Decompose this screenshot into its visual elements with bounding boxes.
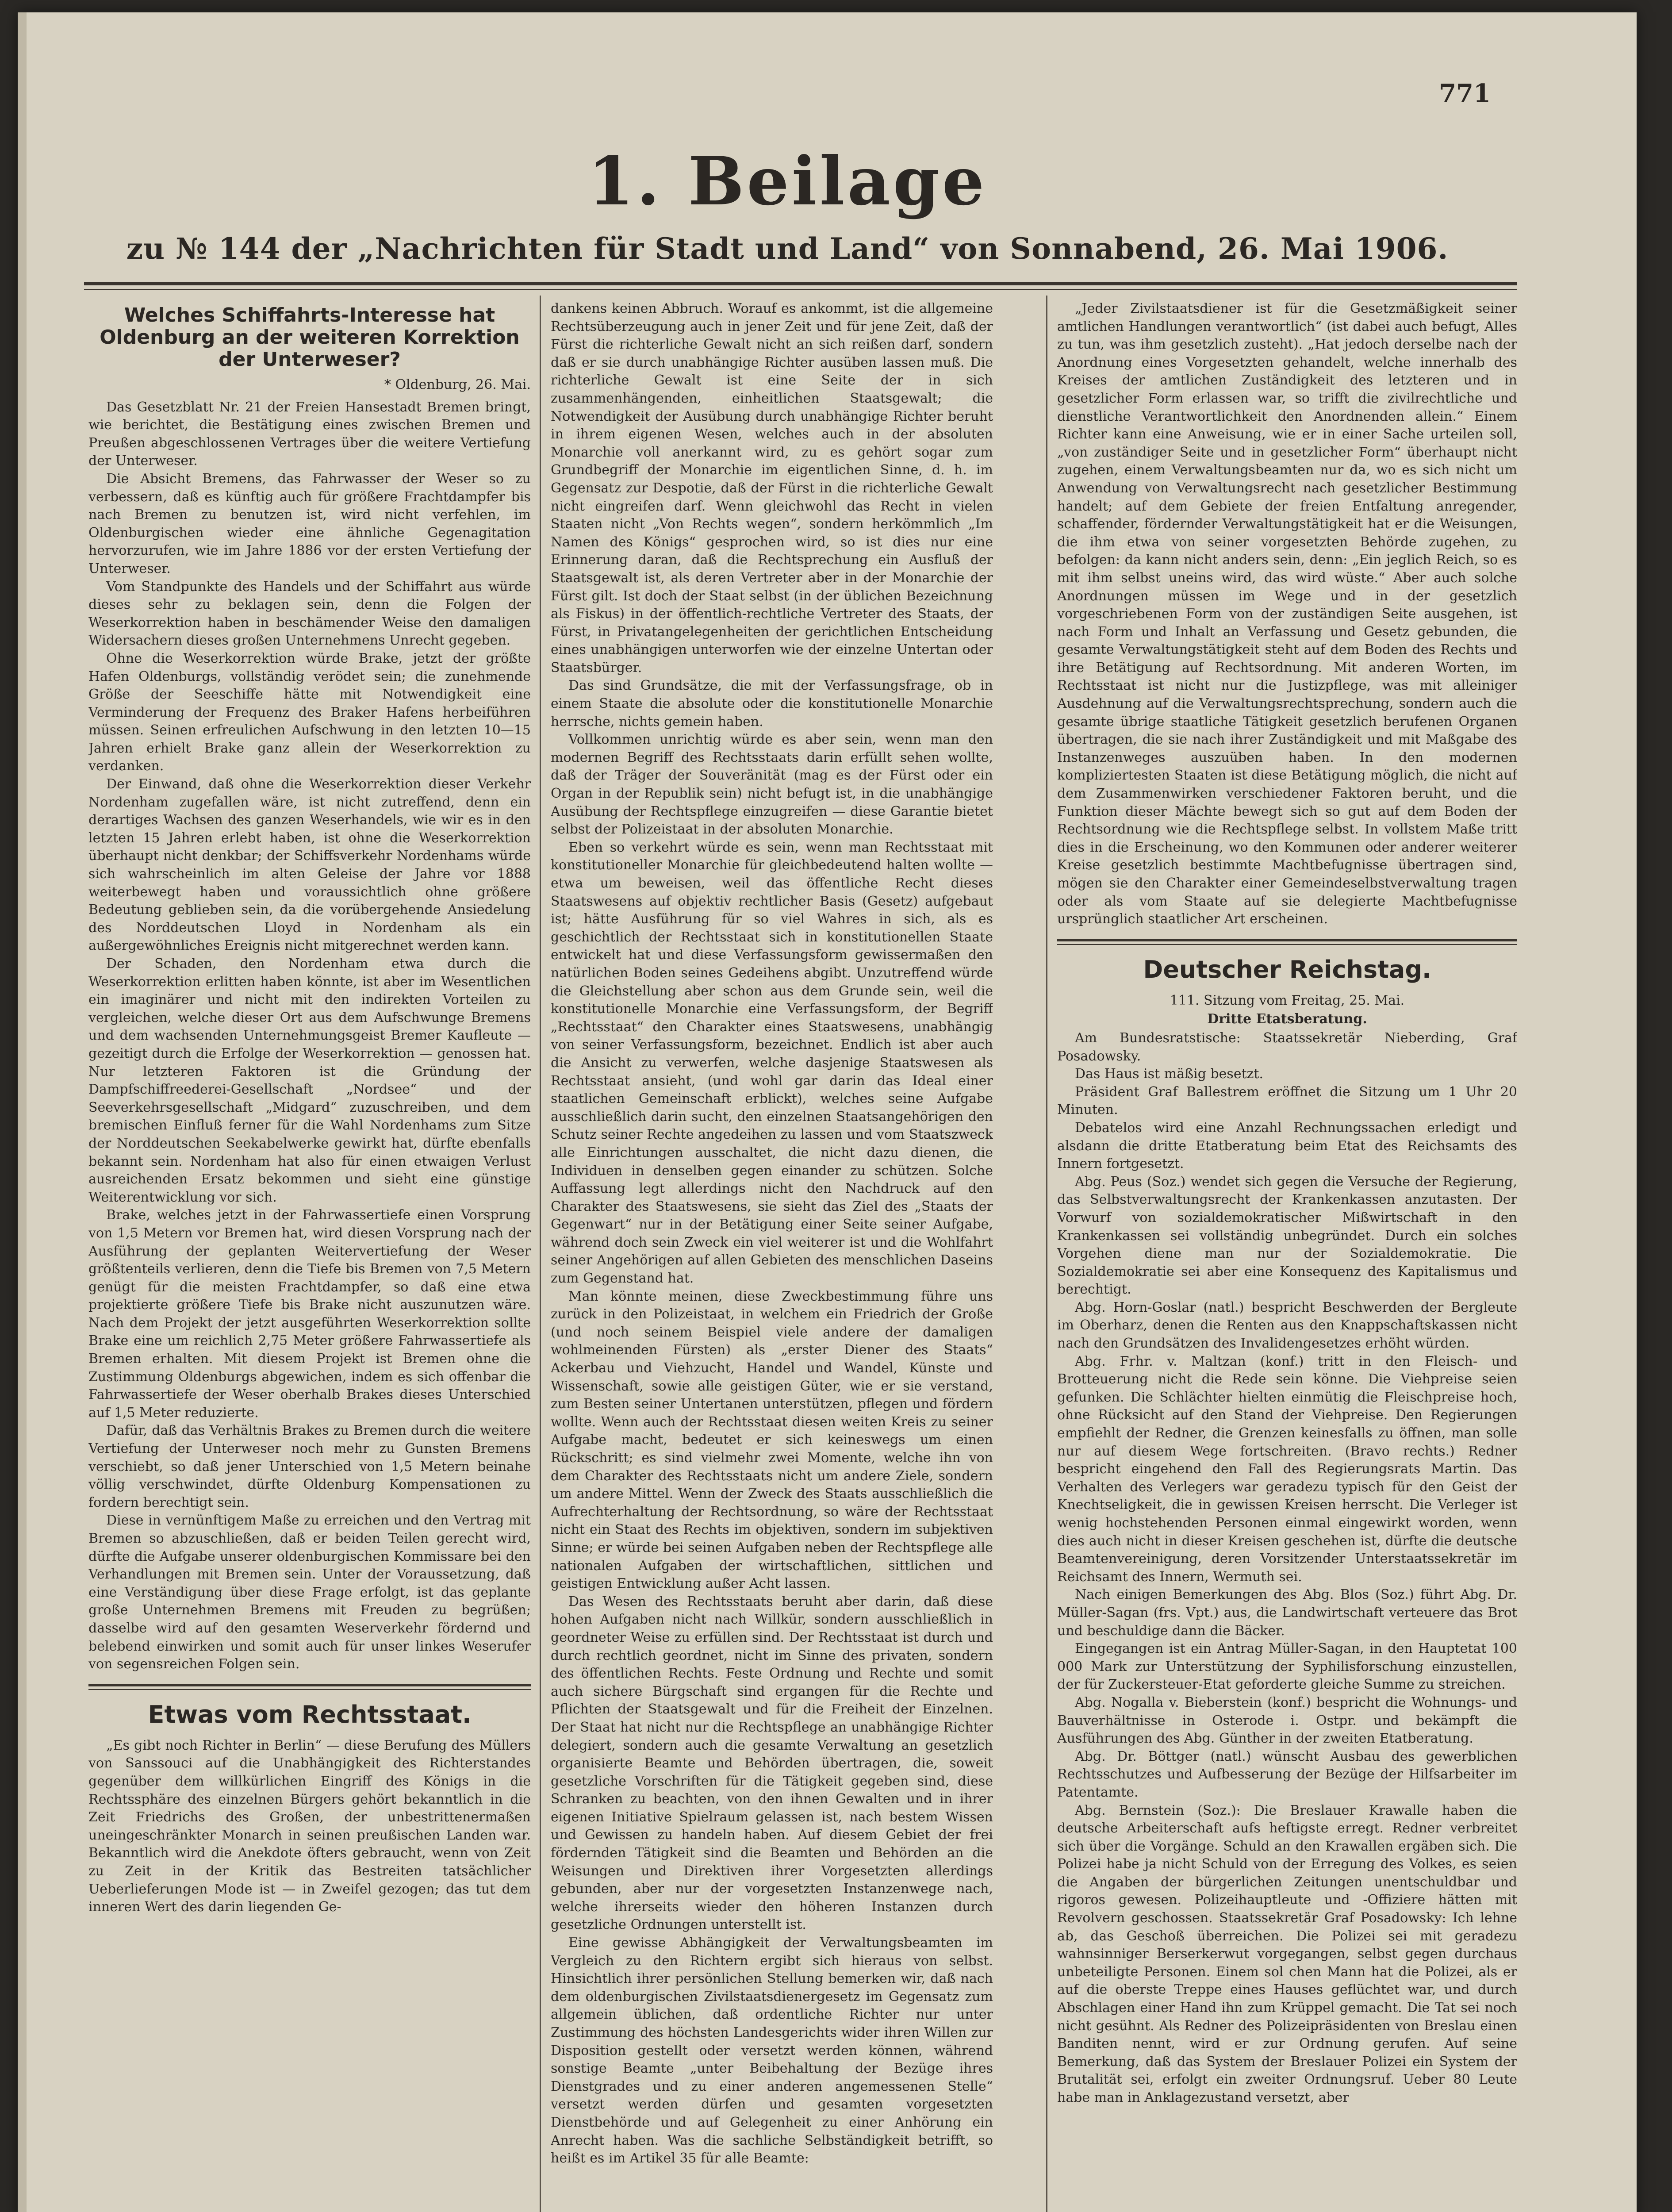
article-paragraph: „Es gibt noch Richter in Berlin“ — diese Berufung des Müllers von Sanssouci auf die Unabhängigkeit des Richterstandes gegenüber dem willkürlichen Eingriff des Königs in die Rechtssphäre des einzelnen Bürgers gehört bekanntlich in die Zeit Friedrichs des Großen, der unbestrittenermaßen uneingeschränkter Monarch in seinen preußischen Landen war. Bekanntlich wird die Anekdote öfters gebraucht, wenn von Zeit zu Zeit in der Kritik das Bestreiten tatsächlicher Ueberlieferungen Mode ist — in Zweifel gezogen; das tut dem inneren Wert des darin liegenden Ge- (88, 1737, 531, 1915)
article-paragraph: Der Schaden, den Nordenham etwa durch die Weserkorrektion erlitten haben könnte, ist aber im Wesentlichen ein imaginärer und nicht mit den indirekten Vorteilen zu vergleichen, welche dieser Ort aus dem Aufschwunge Bremens und dem wachsenden Unternehmungsgeist Bremer Kaufleute — gezeitigt durch die Erfolge der Weserkorrektion — genossen hat. Nur letzteren Faktoren ist die Gründung der Dampfschiffreederei-Gesellschaft „Nordsee“ und der Seeverkehrsgesellschaft „Midgard“ zuzuschreiben, und dem bremischen Einfluß ferner für die Wahl Nordenhams zum Sitze der Norddeutschen Seekabelwerke gewirkt hat, dürfte ebenfalls bekannt sein. Nordenham hat also für einen etwaigen Verlust ausreichenden Ersatz bekommen und sieht eine günstige Weiterentwicklung vor sich. (88, 956, 531, 1205)
page-gutter-edge (18, 12, 27, 2212)
article-paragraph: Abg. Frhr. v. Maltzan (konf.) tritt in den Fleisch- und Brotteuerung nicht die Rede sein könne. Die Viehpreise seien gefunken. Die Schlächter hielten einmütig die Fleischpreise hoch, ohne Rücksicht auf den Stand der Viehpreise. Den Regierungen empfiehlt der Redner, die Grenzen keinesfalls zu öffnen, man solle nur auf diesem Wege fortschreiten. (Bravo rechts.) Redner bespricht eingehend den Fall des Regierungsrats Martin. Das Verhalten des Verlegers war geradezu typisch für den Geist der Knechtseligkeit, die in gewissen Kreisen herrscht. Die Verleger ist wenig hochstehenden Personen einmal eingewirkt worden, wenn dies auch nicht in dieser Kreisen geschehen ist, dürfte die deutsche Beamtenvereinigung, deren Vorsitzender Unterstaatssekretär im Reichsamt des Innern, Wermuth sei. (1057, 1353, 1517, 1585)
article-paragraph: Die Absicht Bremens, das Fahrwasser der Weser so zu verbessern, daß es künftig auch für größere Frachtdampfer bis nach Bremen zu benutzen ist, wird nicht verfehlen, im Oldenburgischen wieder eine ähnliche Gegenagitation hervorzurufen, wie im Jahre 1886 vor der ersten Vertiefung der Unterweser. (88, 471, 531, 576)
article-paragraph: „Jeder Zivilstaatsdiener ist für die Gesetzmäßigkeit seiner amtlichen Handlungen verantwortlich“ (ist dabei auch befugt, Alles zu tun, was ihm gesetzlich zusteht). „Hat jedoch derselbe nach der Anordnung eines Vorgesetzten gehandelt, welche innerhalb des Kreises der amtlichen Zuständigkeit des letzteren und in gesetzlicher Form erlassen war, so trifft die zivilrechtliche und dienstliche Verantwortlichkeit den Anordnenden allein.“ Einem Richter kann eine Anweisung, wie er in einer Sache urteilen soll, „von zuständiger Seite und in gesetzlicher Form“ überhaupt nicht zugehen, einem Verwaltungsbeamten nur da, wo es sich nicht um Anwendung von Verwaltungsrecht nach gesetzlicher Bestimmung handelt; auf dem Gebiete der freien Entfaltung anregender, schaffender, fördernder Verwaltungstätigkeit hat er die Weisungen, die ihm etwa von seiner vorgesetzten Behörde zugehen, zu befolgen: da kann nicht anders sein, denn: „Ein jeglich Reich, so es mit ihm selbst uneins wird, das wird wüste.“ Aber auch solche Anordnungen müssen im Wege und in der gesetzlich vorgeschriebenen Form von der zuständigen Seite ausgehen, ist nach Form und Inhalt an Verfassung und Gesetz gebunden, die gesamte Verwaltungstätigkeit steht auf dem Boden des Rechts und ihre Betätigung auf Rechtsordnung. Mit anderen Worten, im Rechtsstaat ist nicht nur die Justizpflege, was mit alleiniger Ausdehnung auf die Verwaltungsrechtsprechung, sondern auch die gesamte übrige staatliche Tätigkeit gesetzlich berufenen Organen übertragen, die sie nach ihrer Zuständigkeit und mit Maßgabe des Instanzenweges auszuüben haben. In den modernen kompliziertesten Staaten ist diese Betätigung möglich, die nicht auf dem Zusammenwirken verschiedener Faktoren beruht, und die Funktion dieser Mächte bewegt sich so gut auf dem Boden der Rechtsordnung wie die Rechtspflege selbst. In vollstem Maße tritt dies in die Erscheinung, wo den Kommunen oder anderer weiterer Kreise gesetzlich bestimmte Machtbefugnisse übertragen sind, mögen sie den Charakter einer Gemeindeselbstverwaltung tragen oder als vom Staate auf sie delegierte Machtbefugnisse ursprünglich staatlicher Art erscheinen. (1057, 301, 1517, 927)
article-paragraph: Diese in vernünftigem Maße zu erreichen und den Vertrag mit Bremen so abzuschließen, daß er beiden Teilen gerecht wird, dürfte die Aufgabe unserer oldenburgischen Kommissare bei den Verhandlungen mit Bremen sein. Unter der Voraussetzung, daß eine Verständigung über diese Frage erfolgt, ist das geplante große Unternehmen Bremens mit Freuden zu begrüßen; dasselbe wird auf den gesamten Weserverkehr fördernd und belebend einwirken und somit auch für unser linkes Weserufer von segensreichen Folgen sein. (88, 1513, 531, 1672)
article-paragraph: Der Einwand, daß ohne die Weserkorrektion dieser Verkehr Nordenham zugefallen wäre, ist nicht zutreffend, denn ein derartiges Wachsen des ganzen Weserhandels, wie wir es in den letzten 15 Jahren erlebt haben, ist ohne die Weserkorrektion überhaupt nicht denkbar; der Schiffsverkehr Nordenhams würde sich wahrscheinlich im alten Geleise der Jahre vor 1888 weiterbewegt haben und voraussichtlich ohne größere Bedeutung geblieben sein, da die vorübergehende Ansiedelung des Norddeutschen Lloyd in Nordenham als ein außergewöhnliches Ereignis nicht mitgerechnet werden kann. (88, 776, 531, 954)
article-paragraph: Ohne die Weserkorrektion würde Brake, jetzt der größte Hafen Oldenburgs, vollständig verödet sein; die zunehmende Größe der Seeschiffe hätte mit Notwendigkeit eine Verminderung der Frequenz des Braker Hafens herbeiführen müssen. Seinen erfreulichen Aufschwung in den letzten 10—15 Jahren erhielt Brake ganz allein der Weserkorrektion zu verdanken. (88, 650, 531, 774)
article-headline-schiffahrt: Welches Schiffahrts-Interesse hat Oldenburg an der weiteren Korrektion der Unterweser? (100, 304, 520, 371)
column-1 (88, 300, 531, 2212)
article-paragraph: Eine gewisse Abhängigkeit der Verwaltungsbeamten im Vergleich zu den Richtern ergibt sich hieraus von selbst. Hinsichtlich ihrer persönlichen Stellung bemerken wir, daß nach dem oldenburgischen Zivilstaatsdienergesetz im Gegensatz zum allgemein üblichen, daß ordentliche Richter nur unter Zustimmung des höchsten Landesgerichts wider ihren Willen zur Disposition gestellt oder versetzt werden können, während sonstige Beamte „unter Beibehaltung der Bezüge ihres Dienstgrades und zu einer anderen angemessenen Stelle“ versetzt werden dürfen und gesamten vorgesetzten Dienstbehörde und auf Gelegenheit zu einer Anhörung ein Anrecht haben. Was die sachliche Selbständigkeit betrifft, so heißt es im Artikel 35 für alle Beamte: (551, 1935, 993, 2166)
column-3 (1057, 300, 1517, 2212)
session-line: 111. Sitzung vom Freitag, 25. Mai. (1170, 992, 1405, 1008)
article-dateline: * Oldenburg, 26. Mai. (384, 377, 531, 392)
masthead-title: 1. Beilage (587, 142, 987, 220)
article-separator (1057, 939, 1517, 941)
article-paragraph: Präsident Graf Ballestrem eröffnet die Sitzung um 1 Uhr 20 Minuten. (1057, 1084, 1517, 1118)
article-paragraph: dankens keinen Abbruch. Worauf es ankommt, ist die allgemeine Rechtsüberzeugung auch in jener Zeit und für jene Zeit, daß der Fürst die richterliche Gewalt nicht an sich reißen darf, sondern daß er sie durch unabhängige Richter ausüben lassen muß. Die richterliche Gewalt ist eine Seite der in sich zusammenhängenden, einheitlichen Staatsgewalt; die Notwendigkeit der Ausübung durch unabhängige Richter beruht in ihrem eigenen Wesen, welches auch in der absoluten Monarchie voll anerkannt wird, zu es gehört sogar zum Grundbegriff der Monarchie im eigentlichen Sinne, d. h. im Gegensatz zur Despotie, daß der Fürst in die richterliche Gewalt nicht eingreifen darf. Wenn gleichwohl das Recht in vielen Staaten nicht „Von Rechts wegen“, sondern herkömmlich „Im Namen des Königs“ gesprochen wird, so ist dies nur eine Erinnerung daran, daß die Rechtsprechung ein Ausfluß der Staatsgewalt ist, als deren Vertreter aber in der Monarchie der Fürst gilt. Ist doch der Staat selbst (in der üblichen Bezeichnung als Fiskus) in der öffentlich-rechtliche Vertreter des Staats, der Fürst, in Privatangelegenheiten der gerichtlichen Entscheidung eines unabhängigen unterworfen wie der einzelne Untertan oder Staatsbürger. (551, 301, 993, 676)
column-separator (540, 296, 541, 2212)
article-paragraph: Abg. Horn-Goslar (natl.) bespricht Beschwerden der Bergleute im Oberharz, denen die Renten aus den Knappschaftskassen nicht nach den Grundsätzen des Invalidengesetzes erhöht würden. (1057, 1299, 1517, 1352)
article-paragraph: Abg. Peus (Soz.) wendet sich gegen die Versuche der Regierung, das Selbstverwaltungsrecht der Krankenkassen anzutasten. Der Vorwurf von sozialdemokratischer Mißwirtschaft in den Krankenkassen sei vollständig unbegründet. Durch ein solches Vorgehen diene man nur der Sozialdemokratie. Die Sozialdemokratie sei aber eine Konsequenz des Kapitalismus und berechtigt. (1057, 1174, 1517, 1298)
column-separator (1046, 296, 1047, 2212)
column-2 (551, 300, 993, 2212)
masthead-rule-thin (84, 289, 1517, 290)
article-paragraph: Das Haus ist mäßig besetzt. (1075, 1066, 1264, 1082)
newspaper-page (18, 12, 1637, 2212)
masthead (80, 142, 1495, 266)
page-number: 771 (1439, 79, 1491, 108)
article-paragraph: Dafür, daß das Verhältnis Brakes zu Bremen durch die weitere Vertiefung der Unterweser noch mehr zu Gunsten Bremens verschiebt, so daß jener Unterschied von 1,5 Metern beinahe völlig verschwindet, dürfte Oldenburg Kompensationen zu fordern berechtigt sein. (88, 1423, 531, 1510)
article-separator (88, 1684, 531, 1686)
article-paragraph: Das Wesen des Rechtsstaats beruht aber darin, daß diese hohen Aufgaben nicht nach Willkür, sondern ausschließlich in geordneter Weise zu erfüllen sind. Der Rechtsstaat ist durch und durch rechtlich geordnet, nicht im Sinne des privaten, sondern des öffentlichen Rechts. Feste Ordnung und Rechte und somit auch sichere Bürgschaft sind ergangen für die Rechte und Pflichten der Staatsgewalt und für die Freiheit der Einzelnen. Der Staat hat nicht nur die Rechtspflege an unabhängige Richter delegiert, sondern auch die gesamte Verwaltung an gesetzlich organisierte Beamte und Behörden übertragen, die, soweit gesetzliche Vorschriften für die Tätigkeit gegeben sind, diese Schranken zu beachten, von den ihnen Gewalten und in ihrer eigenen Initiative Spielraum gelassen ist, nach bestem Wissen und Gewissen zu handeln haben. Auf diesem Gebiet der frei fördernden Tätigkeit sind die Beamten und Behörden an die Weisungen und Direktiven ihrer Vorgesetzten allerdings gebunden, aber nur der vorgesetzten Instanzenwege nach, welche ihrerseits wieder den höheren Instanzen durch gesetzliche Ordnungen unterstellt ist. (551, 1594, 993, 1933)
article-paragraph: Das sind Grundsätze, die mit der Verfassungsfrage, ob in einem Staate die absolute oder die konstitutionelle Monarchie herrsche, nichts gemein haben. (551, 678, 993, 730)
article-paragraph: Debatelos wird eine Anzahl Rechnungssachen erledigt und alsdann die dritte Etatberatung beim Etat des Reichsamts des Innern fortgesetzt. (1057, 1120, 1517, 1172)
article-paragraph: Brake, welches jetzt in der Fahrwassertiefe einen Vorsprung von 1,5 Metern vor Bremen hat, wird diesen Vorsprung nach der Ausführung der geplanten Weitervertiefung der Weser größtenteils verlieren, denn die Tiefe bis Bremen von 7,5 Metern genügt für die meisten Frachtdampfer, so daß eine etwa projektierte größere Tiefe bis Brake nicht auszunutzen wäre. Nach dem Projekt der jetzt ausgeführten Weserkorrektion sollte Brake eine um reichlich 2,75 Meter größere Fahrwassertiefe als Bremen erhalten. Mit diesem Projekt ist Bremen ohne die Zustimmung Oldenburgs abgewichen, indem es sich offenbar die Fahrwassertiefe der Weser oberhalb Brakes dieses Unterschied auf 1,5 Meter reduzierte. (88, 1207, 531, 1421)
article-paragraph: Nach einigen Bemerkungen des Abg. Blos (Soz.) führt Abg. Dr. Müller-Sagan (frs. Vpt.) aus, die Landwirtschaft verteuere das Brot und beschuldige dann die Bäcker. (1057, 1587, 1517, 1639)
article-paragraph: Man könnte meinen, diese Zweckbestimmung führe uns zurück in den Polizeistaat, in welchem ein Friedrich der Große (und noch seinem Beispiel viele andere der damaligen wohlmeinenden Fürsten) als „erster Diener des Staats“ Ackerbau und Viehzucht, Handel und Wandel, Künste und Wissenschaft, sowie alle geistigen Güter, wie er sie verstand, zum Besten seiner Untertanen unterstützen, pflegen und fördern wollte. Wenn auch der Rechtsstaat diesen weiten Kreis zu seiner Aufgabe macht, bedeutet er sich keineswegs um einen Rückschritt; es sind vielmehr zwei Momente, welche ihn von dem Charakter des Rechtsstaats nicht um andere Ziele, sondern um andere Mittel. Wenn der Zweck des Staats ausschließlich die Aufrechterhaltung der Rechtsordnung, so wäre der Rechtsstaat nicht ein Staat des Rechts im objektiven, sondern im subjektiven Sinne; er würde bei seinen Aufgaben neben der Rechtspflege alle nationalen Aufgaben der wirtschaftlichen, sittlichen und geistigen Entwicklung außer Acht lassen. (551, 1288, 993, 1592)
article-paragraph: Eben so verkehrt würde es sein, wenn man Rechtsstaat mit konstitutioneller Monarchie für gleichbedeutend halten wollte — etwa um beweisen, weil das öffentliche Recht dieses Staatswesens auf objektiv rechtlicher Basis (Gesetz) aufgebaut ist; hätte Ausführung für so viel Wahres in sich, als es geschichtlich der Rechtsstaat sich in konstitutionellen Staate entwickelt hat und diese Verfassungsform gewissermaßen den natürlichen Boden seines Gedeihens abgibt. Unzutreffend würde die Gleichstellung aber schon aus dem Grunde sein, weil die konstitutionelle Monarchie eine Verfassungsform, der Begriff „Rechtsstaat“ den Charakter eines Staatswesens, unabhängig von seiner Verfassungsform, bezeichnet. Endlich ist aber auch die Ansicht zu verwerfen, welche dasjenige Staatswesen als Rechtsstaat ansieht, (und wohl gar darin das Ideal einer staatlichen Gemeinschaft erblickt), welches seine Aufgabe ausschließlich darin sucht, den einzelnen Staatsangehörigen den Schutz seiner Rechte angedeihen zu lassen und vom Staatszweck alle Einrichtungen ausschaltet, die nicht dazu dienen, die Individuen in denselben gegen einander zu schützen. Solche Auffassung legt allerdings nicht den Nachdruck auf den Charakter des Staatswesens, sie sieht das Ziel des „Staats der Gegenwart“ nur in der Betätigung einer Seite seiner Aufgabe, während doch sein Zweck ein viel weiterer ist und die Wohlfahrt seiner Angehörigen auf allen Gebieten des menschlichen Daseins zum Gegenstand hat. (551, 839, 993, 1286)
masthead-rule (84, 282, 1517, 285)
article-separator-thin (88, 1689, 531, 1690)
article-headline-reichstag: Deutscher Reichstag. (1143, 955, 1431, 983)
session-line: Am Bundesratstische: Staatssekretär Nieberding, Graf Posadowsky. (1057, 1030, 1517, 1064)
article-headline-rechtsstaat: Etwas vom Rechtsstaat. (148, 1700, 472, 1728)
article-paragraph: Abg. Dr. Böttger (natl.) wünscht Ausbau des gewerblichen Rechtsschutzes und Aufbesserung der Bezüge der Hilfsarbeiter im Patentamte. (1057, 1748, 1517, 1800)
article-paragraph: Abg. Nogalla v. Bieberstein (konf.) bespricht die Wohnungs- und Bauverhältnisse in Osterode i. Ostpr. und bekämpft die Ausführungen des Abg. Günther in der zweiten Etatberatung. (1057, 1694, 1517, 1747)
article-paragraph: Das Gesetzblatt Nr. 21 der Freien Hansestadt Bremen bringt, wie berichtet, die Bestätigung eines zwischen Bremen und Preußen abgeschlossenen Vertrages über die weitere Vertiefung der Unterweser. (88, 399, 531, 469)
article-paragraph: Vom Standpunkte des Handels und der Schiffahrt aus würde dieses sehr zu beklagen sein, denn die Folgen der Weserkorrektion haben in beschämender Weise den damaligen Widersachern dieses großen Unternehmens Unrecht gegeben. (88, 579, 531, 649)
article-separator-thin (1057, 944, 1517, 945)
session-line: Dritte Etatsberatung. (1207, 1011, 1367, 1027)
article-paragraph: Eingegangen ist ein Antrag Müller-Sagan, in den Hauptetat 100 000 Mark zur Unterstützung der Syphilisforschung einzustellen, der für Zuckersteuer-Etat geforderte gleiche Summe zu streichen. (1057, 1641, 1517, 1693)
article-paragraph: Vollkommen unrichtig würde es aber sein, wenn man den modernen Begriff des Rechtsstaats darin erfüllt sehen wollte, daß der Träger der Souveränität (mag es der Fürst oder ein Organ in der Republik sein) nicht befugt ist, in die unabhängige Ausübung der Rechtspflege einzugreifen — diese Garantie bietet selbst der Polizeistaat in der absoluten Monarchie. (551, 732, 993, 837)
article-paragraph: Abg. Bernstein (Soz.): Die Breslauer Krawalle haben die deutsche Arbeiterschaft aufs heftigste erregt. Redner verbreitet sich über die Vorgänge. Schuld an den Krawallen ergäben sich. Die Polizei habe ja nicht Schuld von der Erregung des Volkes, es seien die Angaben der bürgerlichen Zeitungen unentschuldbar und rigoros gewesen. Polizeihauptleute und -Offiziere hätten mit Revolvern geschossen. Staatssekretär Graf Posadowsky: Ich lehne ab, das Geschoß überreichen. Die Polizei sei mit geradezu wahnsinniger Berserkerwut vorgegangen, selbst gegen durchaus unbeteiligte Personen. Einem sol chen Mann hat die Polizei, als er auf die oberste Treppe eines Hauses geflüchtet war, und durch Abschlagen einer Hand ihn zum Krüppel gemacht. Die Tat sei noch nicht gesühnt. Als Redner des Polizeipräsidenten von Breslau einen Banditen nennt, wird er zur Ordnung gerufen. Auf seine Bemerkung, daß das System der Breslauer Polizei ein System der Brutalität sei, erfolgt ein zweiter Ordnungsruf. Ueber 80 Leute habe man in Anklagezustand versetzt, aber (1057, 1802, 1517, 2105)
masthead-subtitle: zu № 144 der „Nachrichten für Stadt und Land“ von Sonnabend, 26. Mai 1906. (126, 231, 1449, 266)
